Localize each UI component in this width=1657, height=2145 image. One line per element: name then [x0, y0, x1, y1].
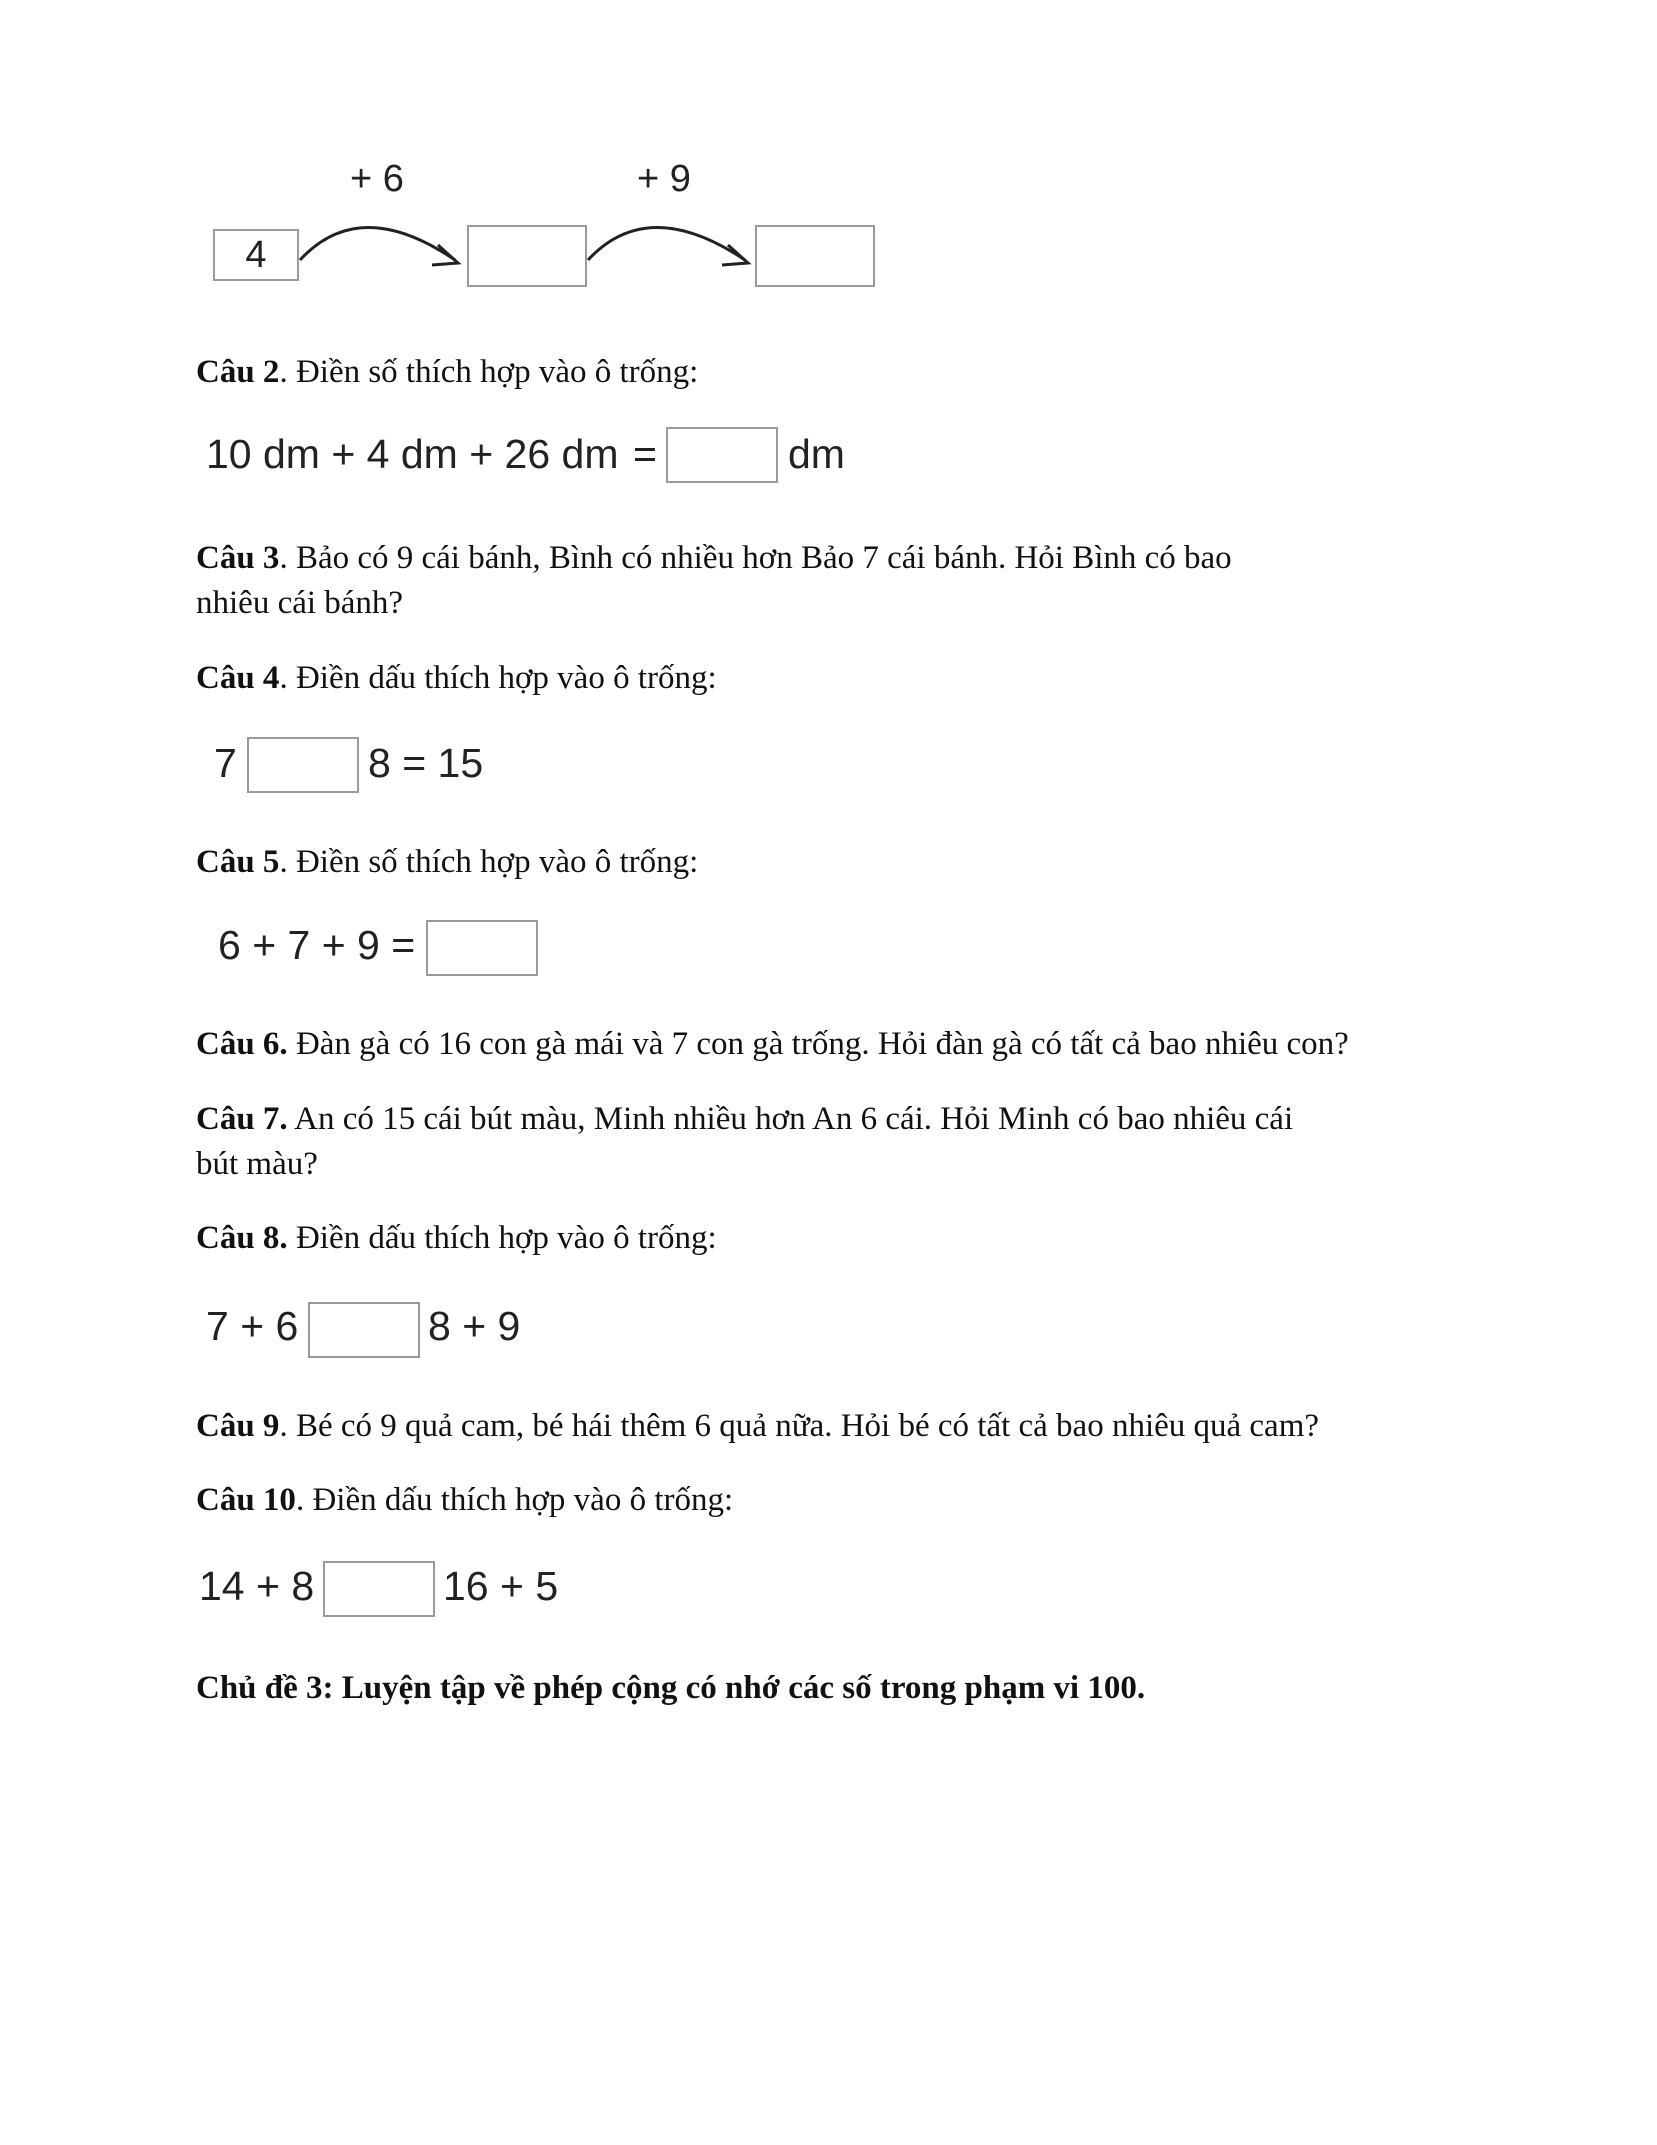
q7-label: Câu 7. [196, 1101, 288, 1137]
q8-text: Điền dấu thích hợp vào ô trống: [287, 1220, 717, 1256]
q4-answer-box[interactable] [247, 737, 359, 793]
q4-label: Câu 4 [196, 660, 280, 696]
q10-answer-box[interactable] [323, 1561, 435, 1617]
q4-prompt [196, 656, 1456, 701]
q8-right: 8 + 9 [428, 1303, 521, 1349]
q2-label: Câu 2 [196, 354, 280, 390]
q2-unit: dm [788, 431, 845, 477]
arrow-2-curve [588, 228, 745, 261]
q2-answer-box[interactable] [666, 427, 778, 483]
q5-label: Câu 5 [196, 844, 280, 880]
q2-text: . Điền số thích hợp vào ô trống: [279, 354, 699, 390]
answer-box-1[interactable] [467, 225, 587, 287]
step1-label: + 6 [350, 158, 404, 200]
q8-label: Câu 8. [196, 1220, 288, 1256]
q3-label: Câu 3 [196, 540, 280, 576]
q10-left: 14 + 8 [199, 1563, 315, 1609]
q8-prompt [196, 1216, 1456, 1261]
arrow-1-curve [300, 228, 455, 261]
q10-right: 16 + 5 [443, 1563, 559, 1609]
q5-expression: 6 + 7 + 9 = [218, 922, 416, 968]
topic-heading: Chủ đề 3: Luyện tập về phép cộng có nhớ các số trong phạm vi 100. [196, 1670, 1146, 1706]
q9-text: . Bé có 9 quả cam, bé hái thêm 6 quả nữa. Hỏi bé có tất cả bao nhiêu quả cam? [279, 1408, 1320, 1444]
q5-text: . Điền số thích hợp vào ô trống: [279, 844, 699, 880]
q2-equals: = [633, 431, 657, 477]
q5-answer-box[interactable] [426, 920, 538, 976]
q7-text-line1: An có 15 cái bút màu, Minh nhiều hơn An 6 cái. Hỏi Minh có bao nhiêu cái [287, 1101, 1294, 1137]
answer-box-2[interactable] [755, 225, 875, 287]
q10-text: . Điền dấu thích hợp vào ô trống: [295, 1482, 734, 1518]
q9-label: Câu 9 [196, 1408, 280, 1444]
q5-prompt [196, 840, 1456, 885]
q6-label: Câu 6. [196, 1026, 288, 1062]
q3-prompt [196, 536, 1456, 626]
q8-answer-box[interactable] [308, 1302, 420, 1358]
q4-text: . Điền dấu thích hợp vào ô trống: [279, 660, 717, 696]
q6-text: Đàn gà có 16 con gà mái và 7 con gà trống. Hỏi đàn gà có tất cả bao nhiêu con? [287, 1026, 1349, 1062]
q7-text-line2: bút màu? [196, 1146, 318, 1182]
q7-prompt [196, 1097, 1456, 1187]
q9-prompt [196, 1404, 1456, 1449]
q3-text-line2: nhiêu cái bánh? [196, 585, 404, 621]
q2-prompt [196, 350, 1456, 395]
q10-prompt [196, 1478, 1456, 1523]
q8-left: 7 + 6 [206, 1303, 299, 1349]
q4-left: 7 [214, 740, 237, 786]
step2-label: + 9 [637, 158, 691, 200]
q4-right: 8 = 15 [368, 740, 484, 786]
q10-label: Câu 10 [196, 1482, 296, 1518]
q2-expression: 10 dm + 4 dm + 26 dm [206, 431, 619, 477]
start-number-box: 4 [213, 229, 299, 281]
q6-prompt [196, 1022, 1456, 1067]
q3-text-line1: . Bảo có 9 cái bánh, Bình có nhiều hơn Bảo 7 cái bánh. Hỏi Bình có bao [279, 540, 1232, 576]
